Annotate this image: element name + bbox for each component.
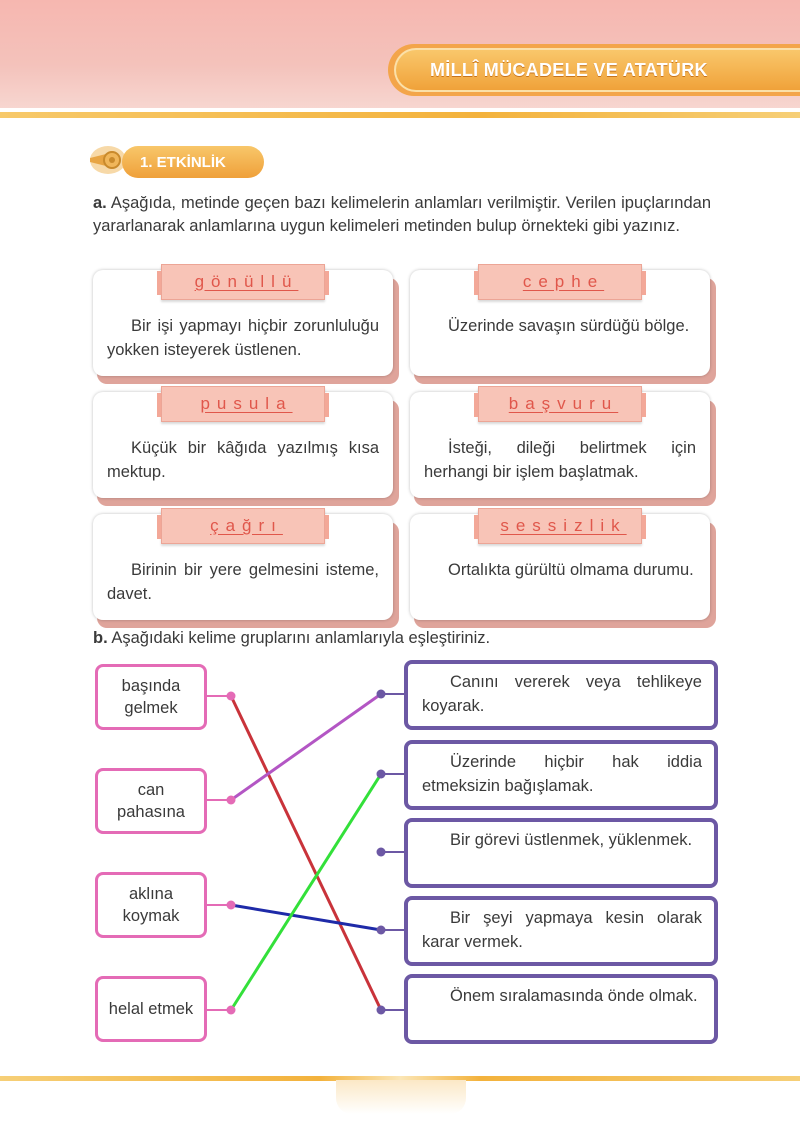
word-tab	[161, 508, 325, 544]
left-phrase: helal etmek	[108, 1000, 194, 1018]
word-definition: Bir işi yapmayı hiçbir zorunluluğu yokken isteyerek üstlenen.	[107, 317, 379, 359]
match-line	[231, 905, 381, 930]
word-tab	[478, 386, 642, 422]
answer-word: çağrı	[210, 516, 283, 535]
left-dot	[227, 901, 236, 910]
activity-label	[122, 146, 264, 178]
instruction-b	[93, 627, 711, 650]
answer-word: başvuru	[508, 394, 619, 413]
word-card	[93, 270, 393, 376]
word-tab	[478, 508, 642, 544]
activity-label-text: 1. ETKİNLİK	[140, 153, 226, 171]
answer-word: cephe	[522, 272, 605, 291]
right-dot	[377, 1006, 386, 1015]
meaning-text: Bir görevi üstlenmek, yüklenmek.	[450, 831, 693, 849]
left-phrase: can pahasına	[117, 781, 185, 821]
meaning-box[interactable]	[404, 660, 718, 730]
unit-banner	[388, 44, 800, 96]
meaning-text: Bir şeyi yapmaya kesin olarak karar vermek.	[422, 909, 702, 951]
word-card	[93, 392, 393, 498]
left-dot	[227, 692, 236, 701]
right-dot	[377, 926, 386, 935]
word-tab	[161, 264, 325, 300]
word-definition: Ortalıkta gürültü olmama durumu.	[448, 561, 694, 579]
word-definition: Küçük bir kâğıda yazılmış kısa mektup.	[107, 439, 379, 481]
meaning-box[interactable]	[404, 896, 718, 966]
word-card	[410, 270, 710, 376]
match-line	[231, 694, 381, 800]
answer-word: gönüllü	[194, 272, 299, 291]
right-dot	[377, 770, 386, 779]
left-phrase-box[interactable]	[95, 664, 207, 730]
meaning-text: Önem sıralamasında önde olmak.	[450, 987, 698, 1005]
word-card	[93, 514, 393, 620]
instruction-a	[93, 192, 711, 238]
header-divider	[0, 112, 800, 118]
left-phrase: aklına koymak	[122, 885, 180, 925]
word-definition: Birinin bir yere gelmesini isteme, davet.	[107, 561, 379, 603]
meaning-text: Canını vererek veya tehlikeye koyarak.	[422, 673, 702, 715]
left-phrase-box[interactable]	[95, 872, 207, 938]
left-dot	[227, 796, 236, 805]
answer-word: sessizlik	[500, 516, 627, 535]
left-phrase-box[interactable]	[95, 976, 207, 1042]
word-definition: İsteği, dileği belirtmek için herhangi bir işlem başlatmak.	[424, 439, 696, 481]
left-phrase-box[interactable]	[95, 768, 207, 834]
left-dot	[227, 1006, 236, 1015]
instruction-a-letter: a.	[93, 194, 107, 212]
meaning-box[interactable]	[404, 818, 718, 888]
word-card	[410, 514, 710, 620]
meaning-text: Üzerinde hiçbir hak iddia etmeksizin bağışlamak.	[422, 753, 702, 795]
instruction-a-text: Aşağıda, metinde geçen bazı kelimelerin anlamları verilmiştir. Verilen ipuçlarından yararlanarak anlamlarına uygun kelimeleri metinden bulup örnekteki gibi yazınız.	[93, 194, 712, 235]
right-dot	[377, 848, 386, 857]
word-definition: Üzerinde savaşın sürdüğü bölge.	[448, 317, 690, 335]
meaning-box[interactable]	[404, 974, 718, 1044]
answer-word: pusula	[200, 394, 293, 413]
meaning-box[interactable]	[404, 740, 718, 810]
match-line	[231, 696, 381, 1010]
instruction-b-text: Aşağıdaki kelime gruplarını anlamlarıyla eşleştiriniz.	[111, 629, 491, 647]
word-tab	[478, 264, 642, 300]
word-tab	[161, 386, 325, 422]
instruction-b-letter: b.	[93, 629, 108, 647]
left-phrase: başında gelmek	[121, 677, 181, 717]
word-card	[410, 392, 710, 498]
page-number-tab	[336, 1080, 466, 1114]
right-dot	[377, 690, 386, 699]
unit-title: MİLLÎ MÜCADELE VE ATATÜRK	[430, 59, 708, 80]
match-line	[231, 774, 381, 1010]
